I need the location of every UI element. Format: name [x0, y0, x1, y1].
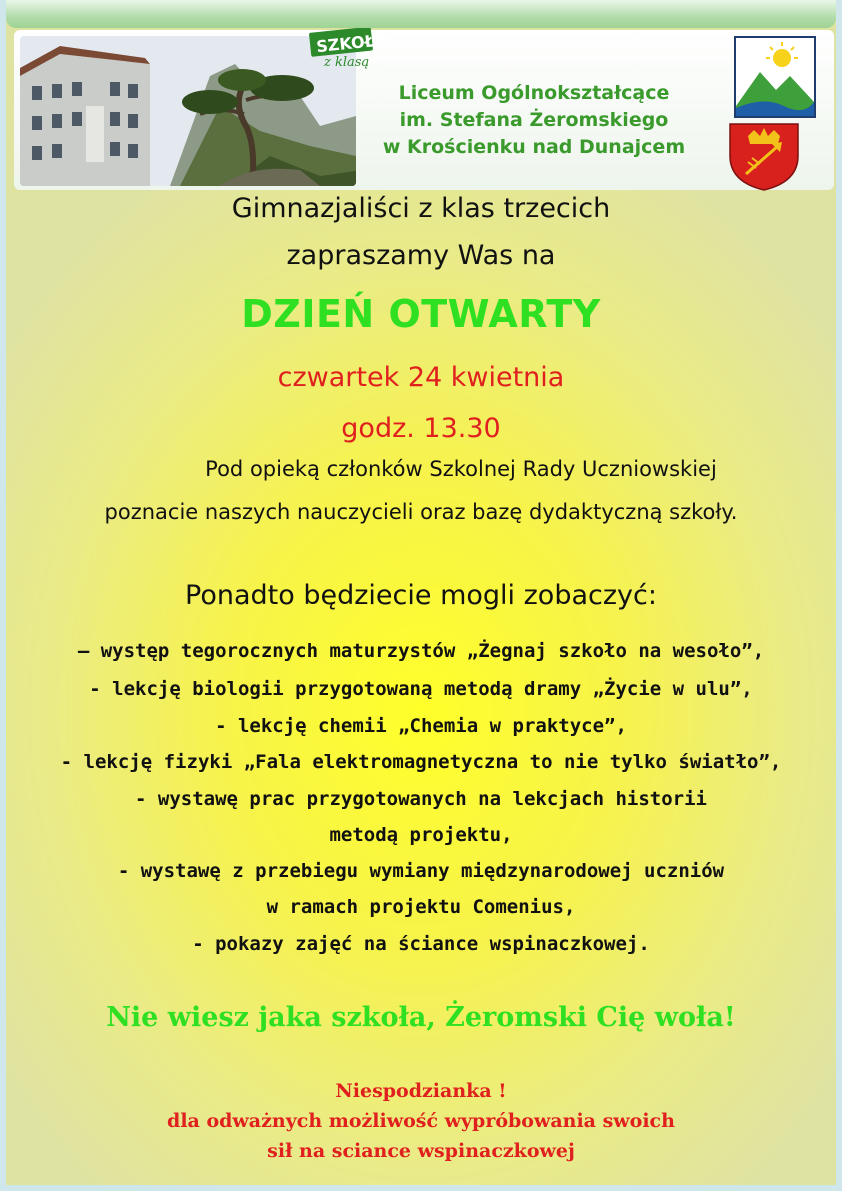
coat-of-arms-crest	[726, 122, 802, 192]
also-heading: Ponadto będziecie mogli zobaczyć:	[185, 580, 657, 611]
szkola-z-klasa-logo	[308, 28, 388, 70]
intro-line-2: zapraszamy Was na	[286, 240, 556, 271]
svg-text:SZKOŁA: SZKOŁA	[315, 29, 388, 57]
description-line-2: poznacie naszych nauczycieli oraz bazę dydaktyczną szkoły.	[104, 500, 738, 524]
school-name-line: im. Stefana Żeromskiego	[399, 109, 669, 131]
top-bar	[6, 0, 836, 28]
event-title: DZIEŃ OTWARTY	[241, 292, 601, 336]
slogan: Nie wiesz jaka szkoła, Żeromski Cię woła!	[106, 1002, 736, 1033]
school-name-line: Liceum Ogólnokształcące	[398, 82, 670, 104]
list-item: - lekcję fizyki „Fala elektromagnetyczna to nie tylko światło”,	[60, 751, 782, 773]
school-name	[364, 80, 704, 161]
intro-line-1: Gimnazjaliści z klas trzecich	[231, 193, 611, 224]
list-item: - pokazy zajęć na ściance wspinaczkowej.	[192, 933, 650, 955]
header-banner	[14, 30, 834, 190]
mountain-sun-emblem	[734, 36, 816, 118]
list-item: - wystawę prac przygotowanych na lekcjach historii	[135, 788, 707, 810]
list-item: metodą projektu,	[329, 824, 513, 846]
list-item: – występ tegorocznych maturzystów „Żegnaj szkoło na wesoło”,	[77, 640, 765, 662]
school-name-line: w Krościenku nad Dunajcem	[382, 136, 686, 158]
surprise-line-3: sił na sciance wspinaczkowej	[267, 1140, 575, 1162]
school-photo	[20, 36, 356, 186]
surprise-line-1: Niespodzianka !	[335, 1080, 507, 1102]
description-line-1: Pod opieką członków Szkolnej Rady Uczniowskiej	[205, 457, 717, 481]
event-date: czwartek 24 kwietnia	[277, 362, 565, 393]
school-and-pine-image	[20, 36, 356, 186]
svg-text:z klasą: z klasą	[324, 55, 370, 70]
list-item: w ramach projektu Comenius,	[266, 896, 576, 918]
surprise-line-2: dla odważnych możliwość wypróbowania swoich	[167, 1110, 675, 1132]
list-item: - lekcję chemii „Chemia w praktyce”,	[215, 715, 627, 737]
list-item: - lekcję biologii przygotowaną metodą dramy „Życie w ulu”,	[89, 678, 753, 700]
list-item: - wystawę z przebiegu wymiany międzynarodowej uczniów	[117, 860, 725, 882]
event-time: godz. 13.30	[341, 413, 501, 444]
